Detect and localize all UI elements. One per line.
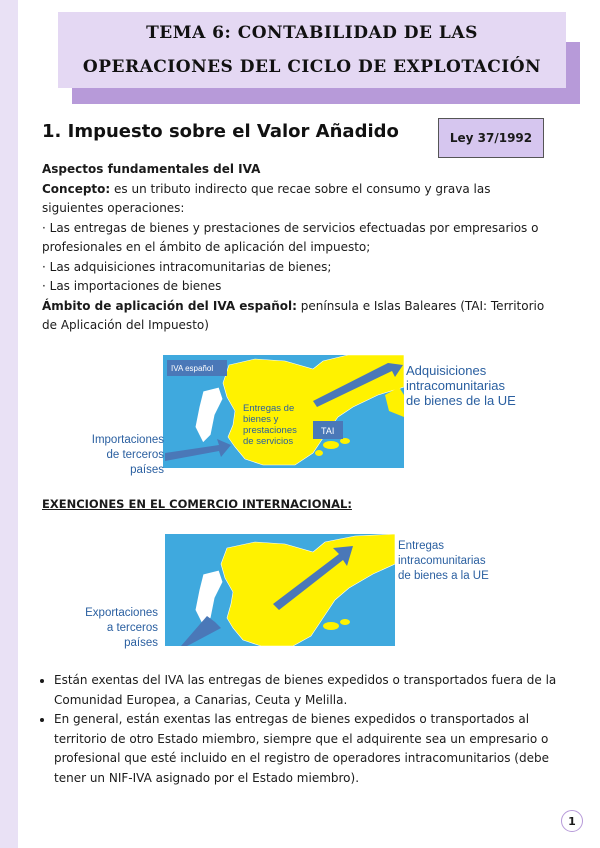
eu-deliveries-label-line: de bienes a la UE bbox=[398, 570, 489, 582]
tai-label: TAI bbox=[321, 426, 335, 436]
baleares-island bbox=[315, 450, 323, 456]
iberia-map-exemptions bbox=[165, 534, 395, 646]
page-number: 1 bbox=[561, 810, 583, 832]
imports-label-line: de terceros bbox=[106, 449, 164, 461]
exports-label-line: países bbox=[124, 637, 158, 649]
exports-label bbox=[72, 606, 158, 651]
acquisitions-label-line: de bienes de la UE bbox=[406, 393, 516, 408]
operation-item: · Las entregas de bienes y prestaciones de servicios efectuadas por empresarios o profesionales en el ámbito de aplicación del impuesto; bbox=[42, 220, 539, 254]
baleares-island bbox=[340, 619, 350, 625]
imports-label-line: Importaciones bbox=[91, 434, 164, 446]
eu-deliveries-label bbox=[398, 539, 489, 584]
left-decorative-bar bbox=[0, 0, 18, 848]
deliveries-label bbox=[243, 403, 297, 447]
deliveries-label-line: prestaciones bbox=[243, 425, 297, 436]
iva-tag-text: IVA español bbox=[171, 364, 214, 373]
scope-label: Ámbito de aplicación del IVA español: bbox=[42, 298, 297, 313]
exports-label-line: Exportaciones bbox=[85, 607, 158, 619]
exports-label-line: a terceros bbox=[106, 622, 158, 634]
baleares-island bbox=[323, 441, 339, 449]
section-title: 1. Impuesto sobre el Valor Añadido bbox=[42, 121, 399, 142]
iva-intro bbox=[42, 160, 552, 336]
aspects-heading: Aspectos fundamentales del IVA bbox=[42, 162, 261, 176]
list-item: • Están exentas del IVA las entregas de bienes expedidos o transportados fuera de la Comunidad Europea, a Canarias, Ceuta y Melilla. bbox=[54, 671, 564, 710]
acquisitions-label-line: intracomunitarias bbox=[406, 378, 505, 393]
acquisitions-label-line: Adquisiciones bbox=[406, 363, 487, 378]
acquisitions-label bbox=[406, 363, 516, 408]
exemptions-heading: EXENCIONES EN EL COMERCIO INTERNACIONAL: bbox=[42, 497, 352, 511]
title-line-2: OPERACIONES DEL CICLO DE EXPLOTACIÓN bbox=[82, 57, 542, 77]
law-badge: Ley 37/1992 bbox=[438, 118, 544, 158]
scope-text: península e Islas Baleares (TAI: Territorio de Aplicación del Impuesto) bbox=[42, 298, 545, 332]
concept-label: Concepto: bbox=[42, 181, 111, 196]
eu-deliveries-label-line: intracomunitarias bbox=[398, 555, 486, 567]
deliveries-label-line: bienes y bbox=[243, 414, 279, 425]
imports-label-line: países bbox=[130, 464, 164, 476]
title-line-1: TEMA 6: CONTABILIDAD DE LAS bbox=[146, 23, 478, 43]
list-item: • En general, están exentas las entregas de bienes expedidos o transportados al territorio de otro Estado miembro, siempre que el adquirente sea un empresario o profesional que esté incluido en el registro de operadores intracomunitarios (debe tener un NIF-IVA asignado por el Estado miembro). bbox=[54, 710, 564, 788]
concept-paragraph bbox=[42, 180, 552, 219]
eu-deliveries-label-line: Entregas bbox=[398, 540, 445, 552]
concept-text: es un tributo indirecto que recae sobre el consumo y grava las siguientes operaciones: bbox=[42, 181, 491, 215]
operation-item: · Las adquisiciones intracomunitarias de bienes; bbox=[42, 259, 332, 274]
imports-label bbox=[78, 433, 164, 478]
deliveries-label-line: de servicios bbox=[243, 436, 294, 447]
operation-item: · Las importaciones de bienes bbox=[42, 279, 222, 293]
baleares-island bbox=[323, 622, 339, 630]
title-box bbox=[58, 12, 566, 88]
scope-paragraph bbox=[42, 297, 552, 336]
exemptions-list bbox=[40, 671, 564, 788]
deliveries-label-line: Entregas de bbox=[243, 403, 295, 414]
